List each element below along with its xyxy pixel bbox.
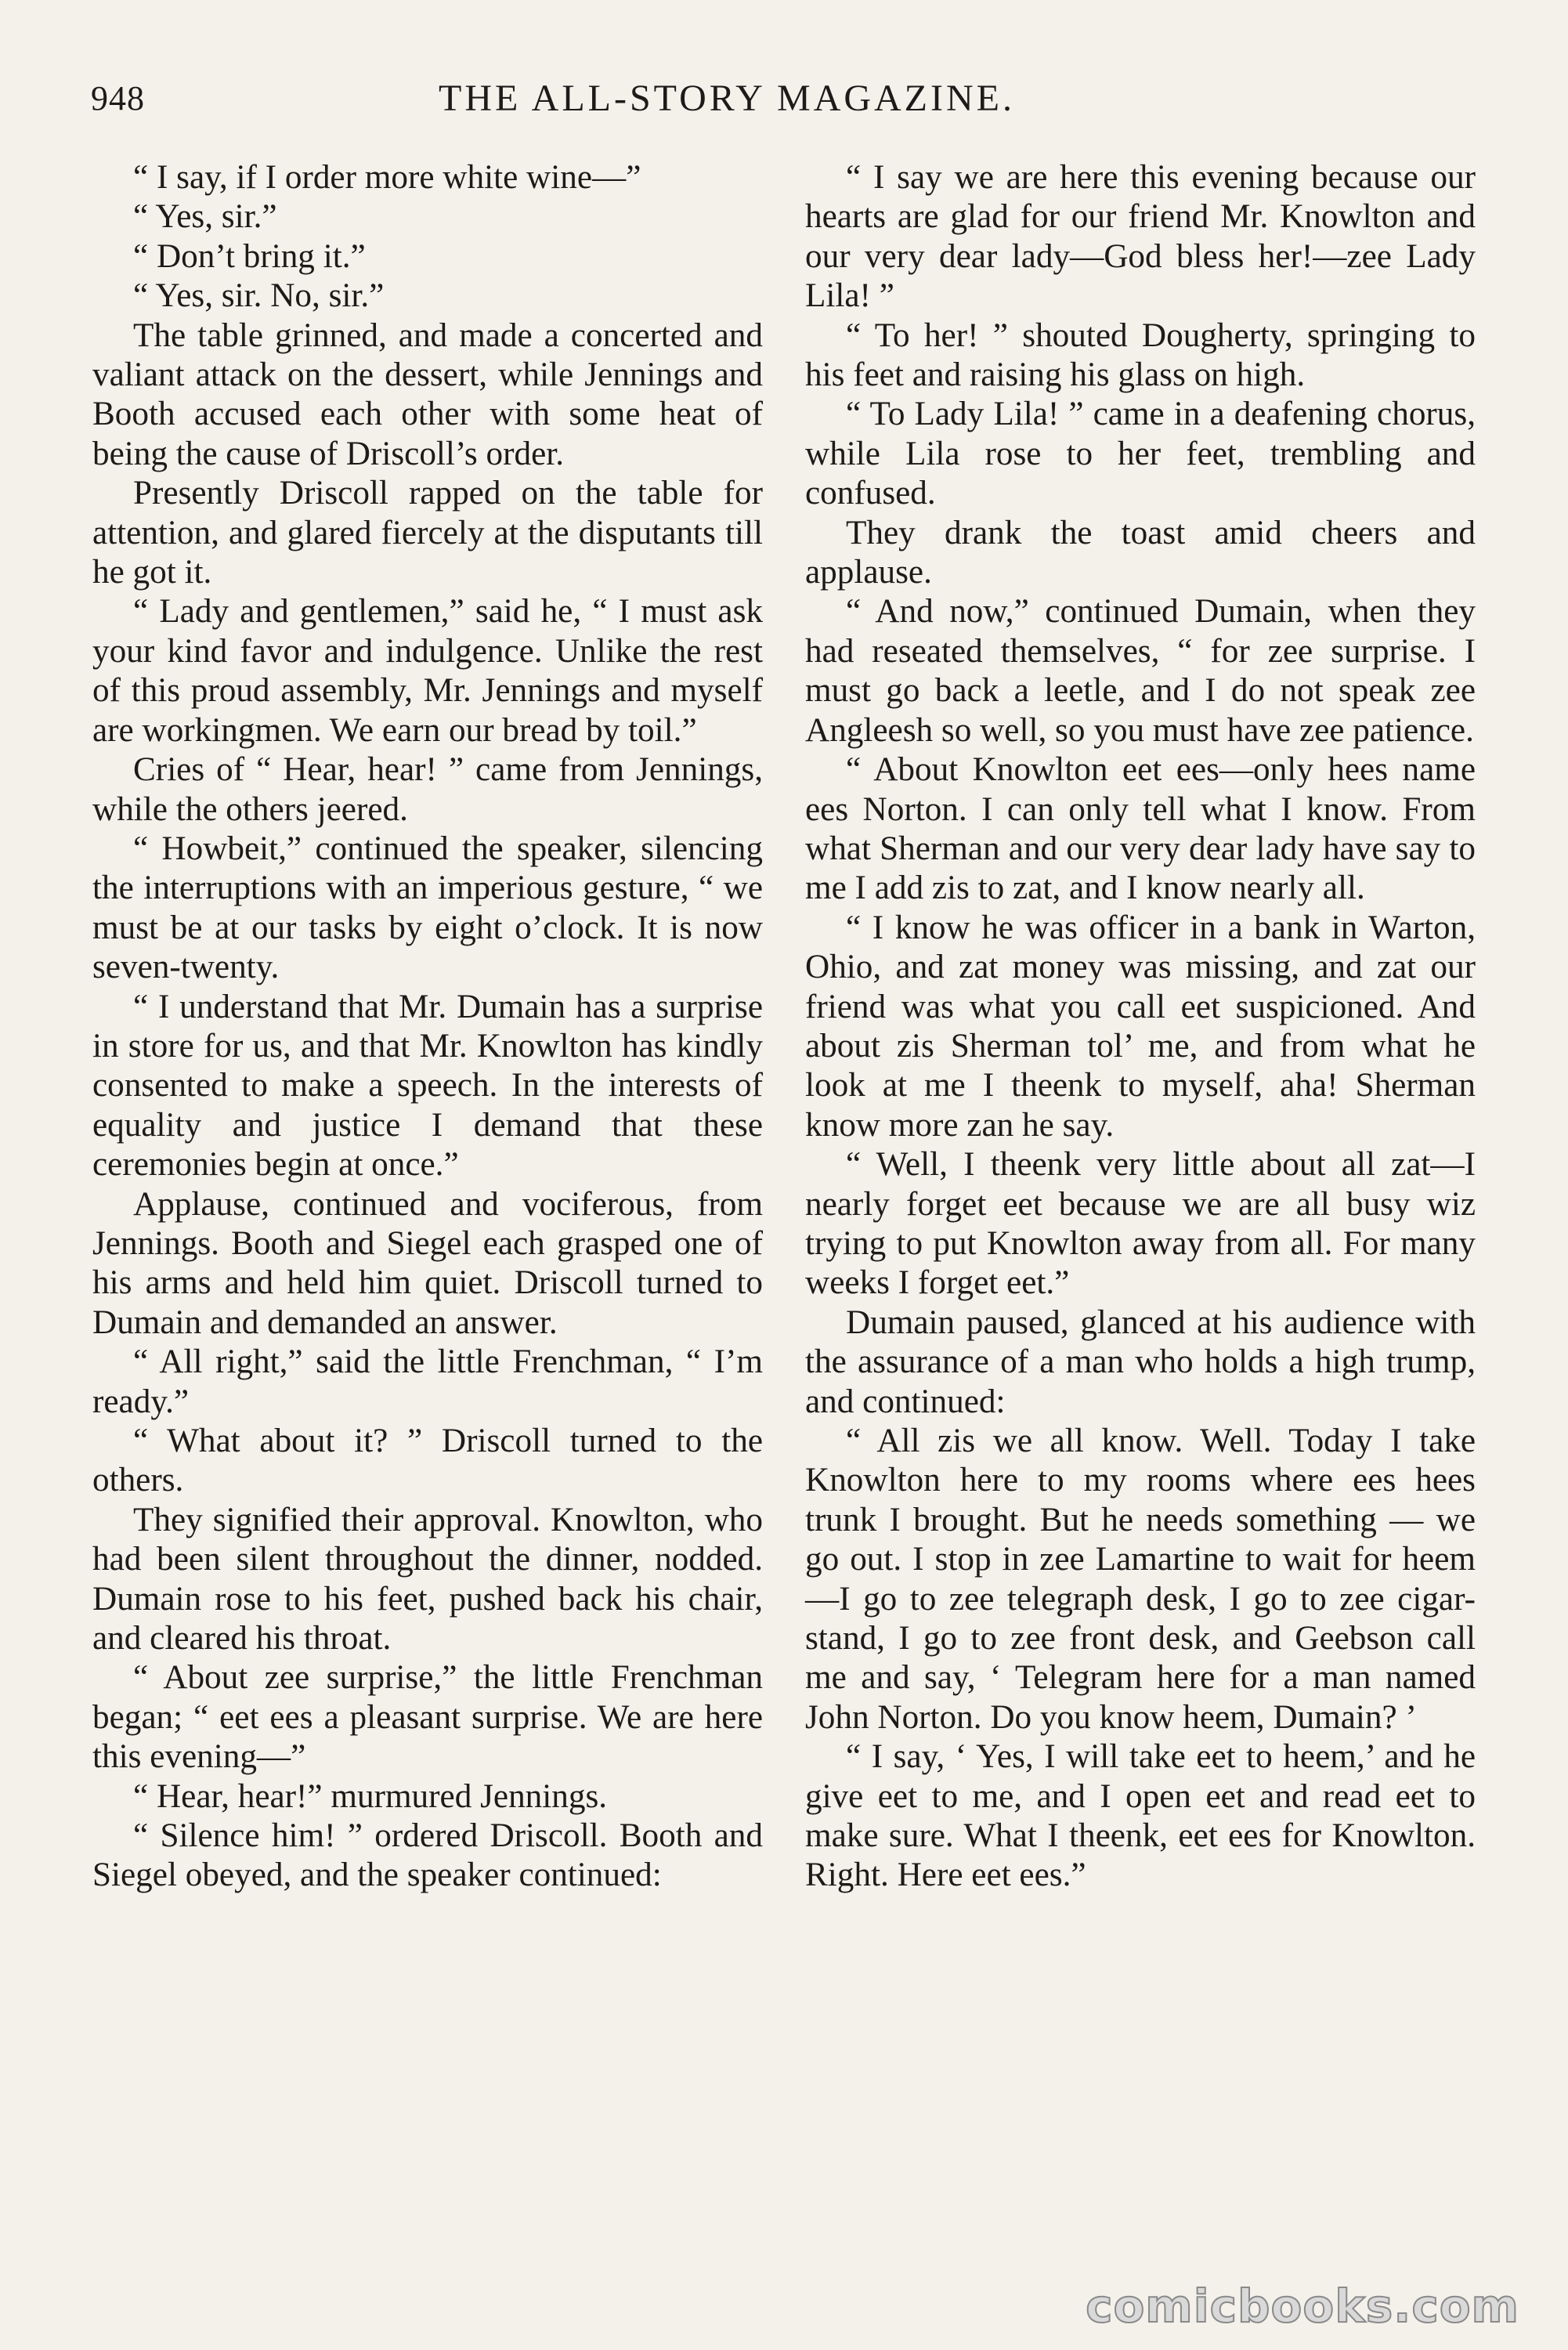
paragraph: “ All right,” said the little Frenchman, “ I’m ready.” — [92, 1343, 763, 1420]
paragraph: “ About Knowlton eet ees—only hees name ees Norton. I can only tell what I know. From what Sherman and our very dear lady have say to me I add zis to zat, and I know nearly all. — [805, 751, 1476, 907]
paragraph: “ And now,” continued Dumain, when they had reseated themselves, “ for zee surprise. I must go back a leetle, and I do not speak zee Angleesh so well, so you must have zee patience. — [805, 593, 1476, 749]
page-number: 948 — [91, 79, 145, 118]
paragraph: “ To her! ” shouted Dougherty, springing to his feet and raising his glass on high. — [805, 316, 1476, 394]
paragraph: “ Don’t bring it.” — [133, 237, 366, 275]
paragraph: “ Yes, sir. No, sir.” — [133, 277, 385, 315]
right-column — [805, 158, 1476, 1896]
paragraph: “ All zis we all know. Well. Today I take Knowlton here to my rooms where ees hees trunk I brought. But he needs something — we go out. I stop in zee Lamartine to wait for heem —I go to zee telegraph desk, I go to zee cigar-stand, I go to zee front desk, and Geebson call me and say, ‘ Telegram here for a man named John Norton. Do you know heem, Dumain? ’ — [805, 1423, 1476, 1736]
paragraph: The table grinned, and made a concerted and valiant attack on the dessert, while Jennings and Booth accused each other with some heat of being the cause of Driscoll’s order. — [92, 316, 763, 472]
paragraph: “ I understand that Mr. Dumain has a surprise in store for us, and that Mr. Knowlton has kindly consented to make a speech. In the interests of equality and justice I demand that these ceremonies begin at once.” — [92, 988, 763, 1184]
paragraph: They drank the toast amid cheers and applause. — [805, 514, 1476, 591]
paragraph: “ I know he was officer in a bank in Warton, Ohio, and zat money was missing, and zat our friend was what you call eet suspicioned. And about zis Sherman tol’ me, and from what he look at me I theenk to myself, aha! Sherman know more zan he say. — [805, 909, 1476, 1144]
paragraph: “ Well, I theenk very little about all zat—I nearly forget eet because we are all busy wiz trying to put Knowlton away from all. For many weeks I forget eet.” — [805, 1146, 1476, 1302]
paragraph: “ I say we are here this evening because our hearts are glad for our friend Mr. Knowlton and our very dear lady—God bless her!—zee Lady Lila! ” — [805, 159, 1476, 315]
paragraph: “ I say, ‘ Yes, I will take eet to heem,’ and he give eet to me, and I open eet and read eet to make sure. What I theenk, eet ees for Knowlton. Right. Here eet ees.” — [805, 1738, 1476, 1894]
paragraph: “ Yes, sir.” — [133, 198, 277, 236]
paragraph: Cries of “ Hear, hear! ” came from Jennings, while the others jeered. — [92, 751, 763, 828]
paragraph: “ Howbeit,” continued the speaker, silencing the interruptions with an imperious gesture, “ we must be at our tasks by eight o’clock. It is now seven-twenty. — [92, 830, 763, 986]
running-head: THE ALL-STORY MAGAZINE. — [439, 78, 1015, 119]
paragraph: “ To Lady Lila! ” came in a deafening chorus, while Lila rose to her feet, trembling and confused. — [805, 396, 1476, 512]
paragraph: “ About zee surprise,” the little Frenchman began; “ eet ees a pleasant surprise. We are here this evening—” — [92, 1659, 763, 1776]
left-column — [92, 158, 763, 1896]
paragraph: Applause, continued and vociferous, from Jennings. Booth and Siegel each grasped one of his arms and held him quiet. Driscoll turned to Dumain and demanded an answer. — [92, 1185, 763, 1341]
paragraph: “ Lady and gentlemen,” said he, “ I must ask your kind favor and indulgence. Unlike the rest of this proud assembly, Mr. Jennings and myself are workingmen. We earn our bread by toil.” — [92, 593, 763, 749]
paragraph: They signified their approval. Knowlton, who had been silent throughout the dinner, nodded. Dumain rose to his feet, pushed back his chair, and cleared his throat. — [92, 1501, 763, 1658]
paragraph: Presently Driscoll rapped on the table for attention, and glared fiercely at the disputants till he got it. — [92, 475, 763, 591]
paragraph: “ Silence him! ” ordered Driscoll. Booth and Siegel obeyed, and the speaker continued: — [92, 1817, 763, 1894]
paragraph: Dumain paused, glanced at his audience with the assurance of a man who holds a high trump, and continued: — [805, 1303, 1476, 1420]
paragraph: “ What about it? ” Driscoll turned to the others. — [92, 1423, 763, 1499]
paragraph: “ Hear, hear!” murmured Jennings. — [133, 1777, 608, 1815]
paragraph: “ I say, if I order more white wine—” — [133, 159, 641, 196]
watermark: comicbooks.com — [1086, 2280, 1519, 2333]
